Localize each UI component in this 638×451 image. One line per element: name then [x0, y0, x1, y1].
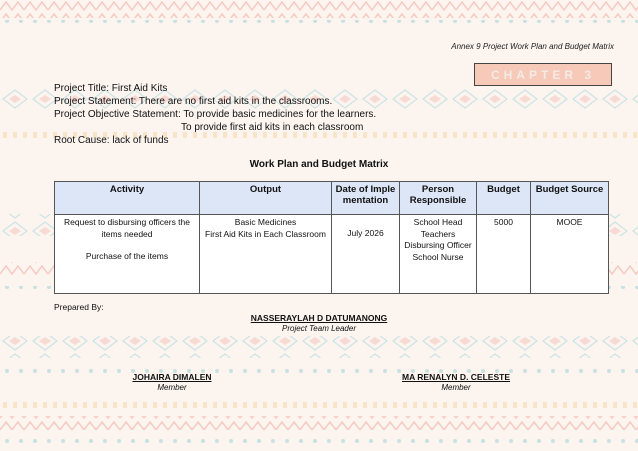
member1-role: Member [157, 383, 187, 392]
annex-label: Annex 9 Project Work Plan and Budget Matrix [451, 42, 614, 51]
header-date: Date of Implementation [332, 182, 400, 215]
project-title: Project Title: First Aid Kits [54, 83, 168, 94]
header-source: Budget Source [531, 182, 609, 215]
date-value: July 2026 [347, 228, 384, 238]
root-cause: Root Cause: lack of funds [54, 135, 169, 146]
budget-value: 5000 [494, 217, 513, 227]
output-medicines: Basic Medicines [234, 217, 297, 227]
source-value: MOOE [556, 217, 583, 227]
cell-budget [477, 215, 531, 294]
person-teachers: Teachers [420, 228, 456, 239]
activity-request: Request to disbursing officers the items needed [64, 217, 190, 239]
output-kits: First Aid Kits in Each Classroom [205, 228, 326, 239]
cell-activity [55, 215, 200, 294]
cell-output [200, 215, 332, 294]
chapter-banner: CHAPTER 3 [474, 63, 612, 86]
member2-role: Member [441, 383, 471, 392]
header-budget: Budget [477, 182, 531, 215]
cell-person [400, 215, 477, 294]
person-school-nurse: School Nurse [412, 251, 464, 262]
table-header-row [55, 182, 609, 215]
work-plan-table [54, 181, 609, 294]
leader-name: NASSERAYLAH D DATUMANONG [250, 313, 388, 323]
member1-name: JOHAIRA DIMALEN [132, 372, 212, 382]
person-school-head: School Head [413, 217, 463, 227]
leader-role: Project Team Leader [282, 324, 356, 333]
header-output: Output [200, 182, 332, 215]
table-row [55, 215, 609, 294]
project-statement: Project Statement: There are no first aid kits in the classrooms. [54, 96, 333, 107]
cell-date [332, 215, 400, 294]
prepared-by-label: Prepared By: [54, 302, 104, 312]
project-objective-continued: To provide first aid kits in each classroom [181, 122, 364, 133]
header-activity: Activity [55, 182, 200, 215]
header-person: Person Responsible [400, 182, 477, 215]
project-objective: Project Objective Statement: To provide basic medicines for the learners. [54, 109, 377, 120]
cell-source [531, 215, 609, 294]
activity-purchase: Purchase of the items [85, 251, 169, 261]
member2-name: MA RENALYN D. CELESTE [402, 372, 510, 382]
person-disbursing-officer: Disbursing Officer [404, 240, 472, 250]
matrix-title: Work Plan and Budget Matrix [249, 159, 389, 170]
